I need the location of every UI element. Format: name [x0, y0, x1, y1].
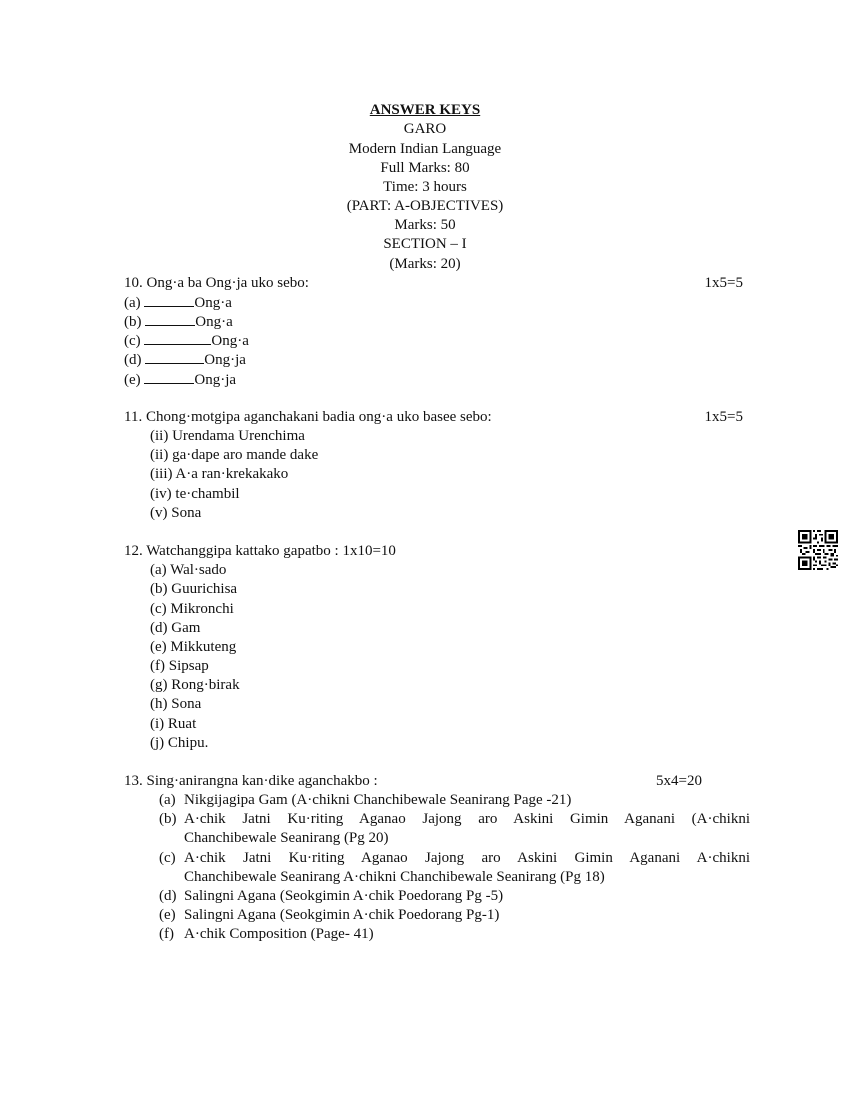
item-label: (i) — [150, 716, 165, 732]
item-label: (e) — [124, 372, 141, 388]
q10-item-a — [124, 293, 232, 313]
q13-item-label: (a) — [159, 792, 176, 808]
item-label: (a) — [150, 562, 167, 578]
q12-item — [150, 638, 236, 657]
item-text: Sona — [171, 696, 202, 712]
item-answer: Ong·ja — [194, 372, 237, 388]
item-text: Ruat — [167, 716, 197, 732]
q10-item-b — [124, 312, 233, 332]
q12-item — [150, 715, 196, 734]
answer-blank — [145, 350, 204, 364]
q10-marks: 1x5=5 — [704, 275, 743, 291]
q10-item-e — [124, 370, 236, 390]
q13-item-label: (f) — [159, 926, 174, 942]
item-label: (a) — [124, 295, 141, 311]
q12-item — [150, 657, 209, 676]
q11-item: (iii) A·a ran·krekakako — [150, 466, 289, 482]
q13-item-text: A·chik Jatni Ku·riting Aganao Jajong aro Askini Gimin Aganani A·chikni — [184, 850, 750, 866]
q11-item: (ii) Urendama Urenchima — [150, 428, 305, 444]
q12-item — [150, 619, 200, 638]
item-text: Mikkuteng — [170, 639, 237, 655]
item-label: (g) — [150, 677, 168, 693]
marks-line: Marks: 50 — [394, 217, 456, 233]
q11-item: (ii) ga·dape aro mande dake — [150, 447, 319, 463]
subject-line: GARO — [403, 121, 447, 137]
q12-item — [150, 580, 237, 599]
q12-item — [150, 734, 208, 753]
item-label: (d) — [124, 352, 142, 368]
q10-question: 10. Ong·a ba Ong·ja uko sebo: — [124, 275, 309, 291]
item-text: Chipu. — [167, 735, 209, 751]
item-text: Gam — [171, 620, 201, 636]
q13-item-text: Salingni Agana (Seokgimin A·chik Poedorang Pg -5) — [184, 888, 504, 904]
item-text: Mikronchi — [170, 601, 234, 617]
item-label: (b) — [150, 581, 168, 597]
q12-item — [150, 695, 201, 714]
q10-item-d — [124, 350, 246, 370]
q12-item — [150, 676, 240, 695]
item-text: Rong·birak — [171, 677, 240, 693]
full-marks-line: Full Marks: 80 — [380, 160, 470, 176]
answer-blank — [145, 312, 195, 326]
item-answer: Ong·ja — [204, 352, 246, 368]
q11-marks: 1x5=5 — [704, 409, 743, 425]
answer-blank — [144, 293, 194, 307]
item-label: (h) — [150, 696, 168, 712]
answer-blank — [144, 370, 194, 384]
q13-item-text-cont: Chanchibewale Seanirang A·chikni Chanchibewale Seanirang (Pg 18) — [184, 869, 605, 885]
item-answer: Ong·a — [194, 295, 232, 311]
q13-question: 13. Sing·anirangna kan·dike aganchakbo : — [124, 773, 378, 789]
section-marks-line: (Marks: 20) — [389, 256, 461, 272]
q11-item: (v) Sona — [150, 505, 202, 521]
answer-blank — [144, 331, 211, 345]
q13-item-text-cont: Chanchibewale Seanirang (Pg 20) — [184, 830, 389, 846]
q13-item-label: (e) — [159, 907, 176, 923]
q13-item-label: (d) — [159, 888, 177, 904]
q10-item-c — [124, 331, 249, 351]
qr-code-icon — [798, 530, 838, 570]
q13-item-label: (c) — [159, 850, 176, 866]
item-answer: Ong·a — [211, 333, 249, 349]
item-text: Sipsap — [168, 658, 209, 674]
item-label: (c) — [150, 601, 167, 617]
page-title: ANSWER KEYS — [369, 102, 481, 118]
q11-item: (iv) te·chambil — [150, 486, 240, 502]
item-answer: Ong·a — [195, 314, 233, 330]
q13-item-text: Salingni Agana (Seokgimin A·chik Poedorang Pg-1) — [184, 907, 500, 923]
q13-item-text: A·chik Composition (Page- 41) — [184, 926, 374, 942]
q13-marks: 5x4=20 — [656, 773, 702, 789]
time-line: Time: 3 hours — [383, 179, 467, 195]
q12-item — [150, 561, 226, 580]
q13-item-text: Nikgijagipa Gam (A·chikni Chanchibewale Seanirang Page -21) — [184, 792, 572, 808]
item-label: (j) — [150, 735, 165, 751]
item-text: Wal·sado — [170, 562, 227, 578]
q12-question: 12. Watchanggipa kattako gapatbo : 1x10=10 — [124, 543, 396, 559]
course-line: Modern Indian Language — [348, 141, 502, 157]
item-label: (c) — [124, 333, 141, 349]
q12-item — [150, 600, 234, 619]
part-line: (PART: A-OBJECTIVES) — [346, 198, 504, 214]
q13-item-label: (b) — [159, 811, 177, 827]
section-line: SECTION – I — [383, 236, 467, 252]
q13-item-text: A·chik Jatni Ku·riting Aganao Jajong aro Askini Gimin Aganani (A·chikni — [184, 811, 750, 827]
item-label: (d) — [150, 620, 168, 636]
item-label: (f) — [150, 658, 165, 674]
item-text: Guurichisa — [171, 581, 238, 597]
item-label: (e) — [150, 639, 167, 655]
q11-question: 11. Chong·motgipa aganchakani badia ong·a uko basee sebo: — [124, 409, 492, 425]
item-label: (b) — [124, 314, 142, 330]
